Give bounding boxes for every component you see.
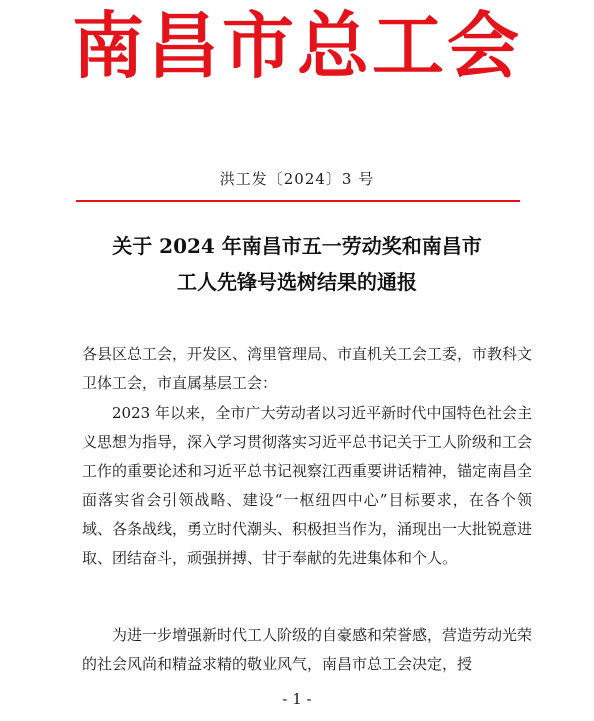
page-number: - 1 - <box>282 690 312 708</box>
body-paragraph-1: 2023 年以来，全市广大劳动者以习近平新时代中国特色社会主义思想为指导，深入学习贯彻落实习近平总书记关于工人阶级和工会工作的重要论述和习近平总书记视察江西重要讲话精神，锚定南昌全面落实省会引领战略、建设“一枢纽四中心”目标要求，在各个领域、各条战线，勇立时代潮头、积极担当作为，涌现出一大批锐意进取、团结奋斗，顽强拼搏、甘于奉献的先进集体和个人。 <box>82 404 533 567</box>
red-divider-line <box>76 200 520 202</box>
addressee-paragraph: 各县区总工会，开发区、湾里管理局、市直机关工会工委，市教科文卫体工会，市直属基层工会： <box>82 345 533 392</box>
masthead-title: 南昌市总工会 <box>71 4 522 88</box>
document-number: 洪工发〔2024〕3 号 <box>219 170 375 188</box>
document-title-line-2: 工人先锋号选树结果的通报 <box>177 270 417 294</box>
body-paragraph-2: 为进一步增强新时代工人阶级的自豪感和荣誉感，营造劳动光荣的社会风尚和精益求精的敬业风气，南昌市总工会决定，授 <box>82 626 533 673</box>
document-title-line-1: 关于 2024 年南昌市五一劳动奖和南昌市 <box>112 234 482 258</box>
